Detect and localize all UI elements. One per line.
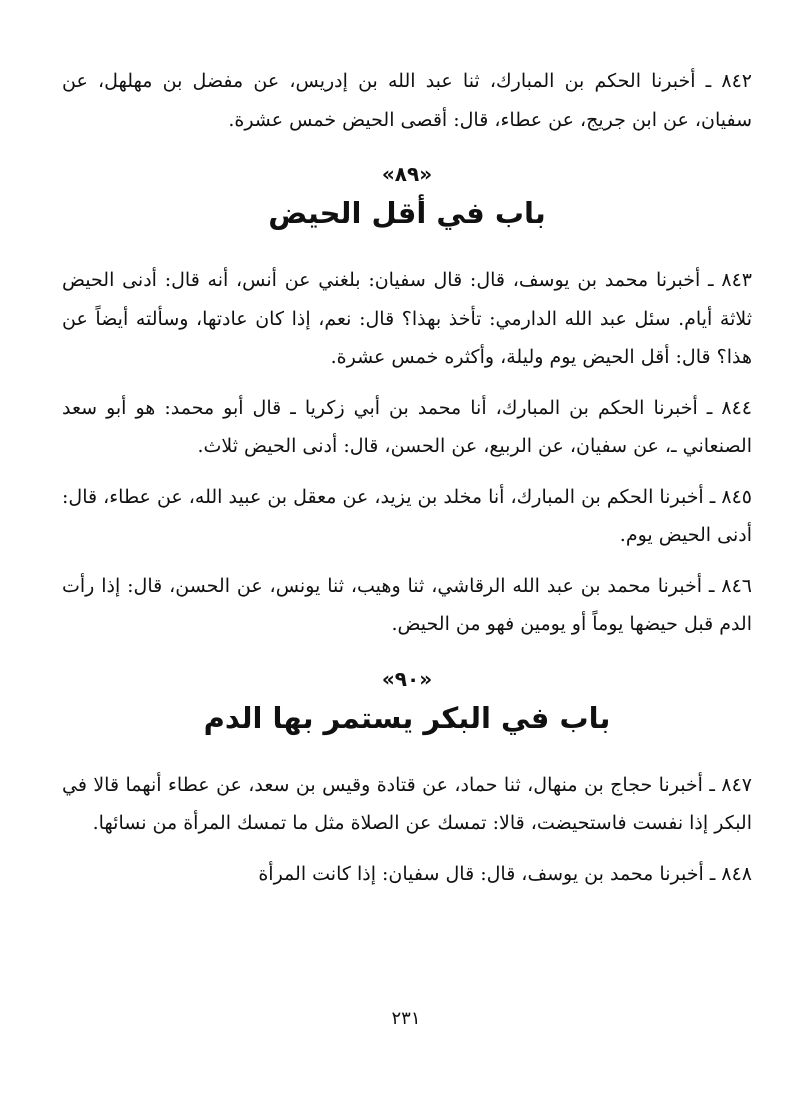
- chapter-number-89: «٨٩»: [381, 162, 433, 186]
- hadith-paragraph-844: ٨٤٤ ـ أخبرنا الحكم بن المبارك، أنا محمد بن أبي زكريا ـ قال أبو محمد: هو أبو سعد الصنعاني ـ، عن سفيان، عن الربيع، عن الحسن، قال: أدنى الحيض ثلاث.: [62, 396, 752, 457]
- page-content: [62, 62, 752, 905]
- chapter-title-90: باب في البكر يستمر بها الدم: [203, 700, 611, 735]
- hadith-paragraph-847: ٨٤٧ ـ أخبرنا حجاج بن منهال، ثنا حماد، عن قتادة وقيس بن سعد، عن عطاء أنهما قالا في البكر إذا نفست فاستحيضت، قالا: تمسك عن الصلاة مثل ما تمسك المرأة من نسائها.: [62, 773, 752, 834]
- hadith-paragraph-848: ٨٤٨ ـ أخبرنا محمد بن يوسف، قال: قال سفيان: إذا كانت المرأة: [258, 862, 752, 885]
- hadith-paragraph-846: ٨٤٦ ـ أخبرنا محمد بن عبد الله الرقاشي، ثنا وهيب، ثنا يونس، عن الحسن، قال: إذا رأت الدم قبل حيضها يوماً أو يومين فهو من الحيض.: [62, 574, 752, 635]
- chapter-number-90: «٩٠»: [381, 666, 433, 691]
- page-number: ٢٣١: [391, 1008, 421, 1029]
- hadith-paragraph-842: ٨٤٢ ـ أخبرنا الحكم بن المبارك، ثنا عبد الله بن إدريس، عن مفضل بن مهلهل، عن سفيان، عن ابن جريج، عن عطاء، قال: أقصى الحيض خمس عشرة.: [62, 70, 752, 131]
- hadith-paragraph-843: ٨٤٣ ـ أخبرنا محمد بن يوسف، قال: قال سفيان: بلغني عن أنس، أنه قال: أدنى الحيض ثلاثة أيام. سئل عبد الله الدارمي: تأخذ بهذا؟ قال: نعم، إذا كان عادتها، وسألته أيضاً عن هذا؟ قال: أقل الحيض يوم وليلة، وأكثره خمس عشرة.: [62, 269, 752, 368]
- hadith-paragraph-845: ٨٤٥ ـ أخبرنا الحكم بن المبارك، أنا مخلد بن يزيد، عن معقل بن عبيد الله، عن عطاء، قال: أدنى الحيض يوم.: [62, 485, 752, 546]
- chapter-title-89: باب في أقل الحيض: [268, 196, 546, 230]
